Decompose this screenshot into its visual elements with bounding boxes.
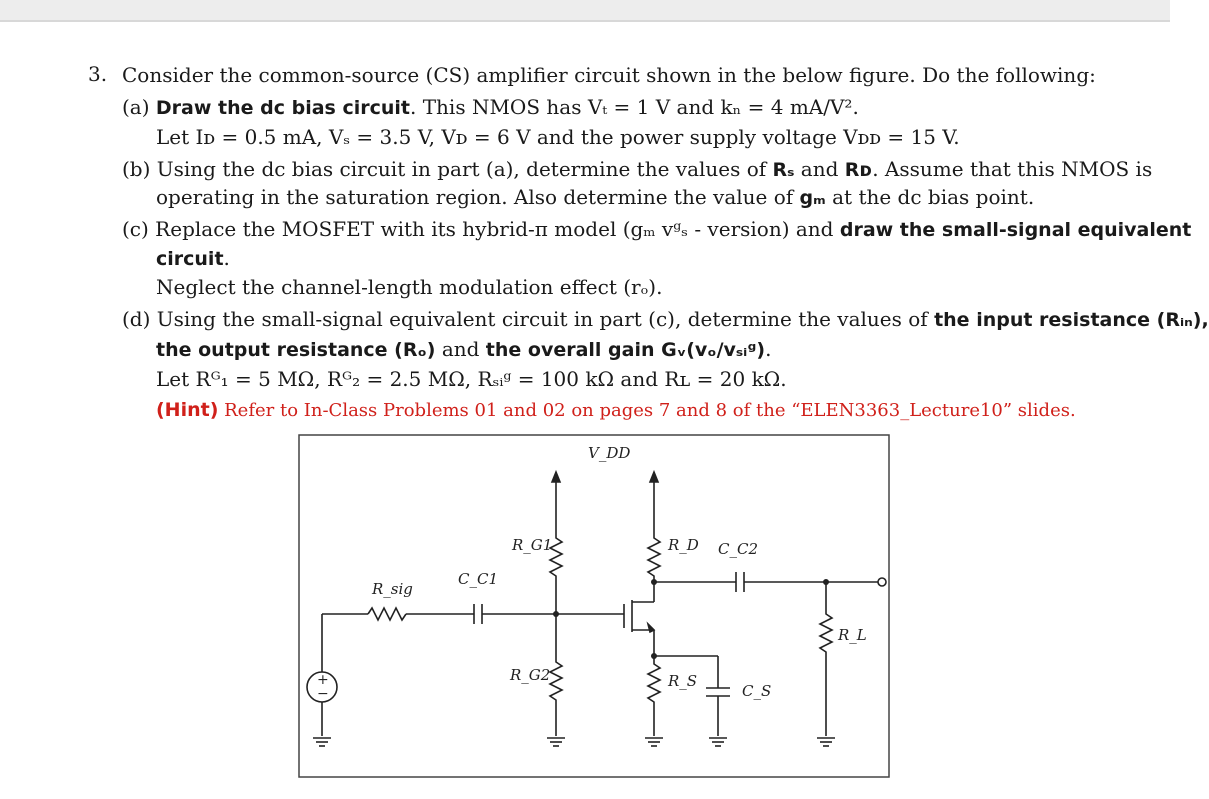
part-b-rd: Rᴅ: [844, 159, 873, 181]
problem-intro: Consider the common-source (CS) amplifier circuit shown in the below figure. Do the following:: [122, 63, 1096, 87]
vsig-minus: −: [317, 686, 329, 702]
rl-label: R_L: [838, 626, 867, 644]
rg2-label: R_G2: [510, 666, 551, 684]
part-b-and: and: [800, 157, 839, 181]
part-a-label: (a): [122, 95, 150, 119]
cc2-label: C_C2: [718, 540, 758, 558]
part-b-line2: [156, 184, 1034, 211]
rs-label: R_S: [668, 672, 698, 690]
part-d-label: (d): [122, 307, 151, 331]
cs-label: C_S: [742, 682, 772, 700]
part-b-text2: . Assume that this NMOS is: [872, 157, 1153, 181]
part-d-line1: [122, 306, 1209, 333]
part-a-line1: [122, 94, 859, 121]
part-d-line3: Let Rᴳ₁ = 5 MΩ, Rᴳ₂ = 2.5 MΩ, Rₛᵢᵍ = 100 kΩ and Rʟ = 20 kΩ.: [156, 367, 787, 391]
part-d-line2: [156, 336, 771, 363]
part-a-bold: Draw the dc bias circuit: [155, 97, 410, 119]
part-a-text: . This NMOS has Vₜ = 1 V and kₙ = 4 mA/V².: [410, 95, 859, 119]
part-b-rs: Rₛ: [772, 159, 795, 181]
part-a-line2: Let Iᴅ = 0.5 mA, Vₛ = 3.5 V, Vᴅ = 6 V and the power supply voltage Vᴅᴅ = 15 V.: [156, 125, 960, 149]
part-d-period: .: [765, 337, 772, 361]
hint-line: [156, 397, 1076, 424]
part-c-bold2: circuit: [156, 248, 224, 270]
part-d-text: Using the small-signal equivalent circuit in part (c), determine the values of: [156, 307, 928, 331]
part-b-text1: Using the dc bias circuit in part (a), determine the values of: [156, 157, 767, 181]
part-d-bold3: the overall gain Gᵥ(vₒ/vₛᵢᵍ): [485, 339, 766, 361]
part-c-line3: Neglect the channel-length modulation effect (rₒ).: [156, 275, 663, 299]
part-c-line1: [122, 216, 1191, 243]
output-terminal: [878, 578, 886, 586]
vdd-label: V_DD: [588, 444, 631, 462]
part-c-bold1: draw the small-signal equivalent: [839, 219, 1192, 241]
part-b-line2b: at the dc bias point.: [832, 185, 1035, 209]
rg1-label: R_G1: [512, 536, 553, 554]
hint-bold: (Hint): [156, 399, 219, 421]
part-b-gm: gₘ: [799, 187, 826, 209]
part-c-label: (c): [122, 217, 149, 241]
part-b-line1: [122, 156, 1152, 183]
circuit-figure: [298, 434, 890, 778]
part-c-period: .: [223, 246, 230, 270]
top-bar: [0, 0, 1170, 22]
part-d-bold2: the output resistance (Rₒ): [156, 339, 436, 361]
part-b-line2a: operating in the saturation region. Also determine the value of: [156, 185, 794, 209]
circuit-schematic: [298, 434, 890, 778]
rd-label: R_D: [668, 536, 699, 554]
hint-text: Refer to In-Class Problems 01 and 02 on pages 7 and 8 of the “ELEN3363_Lecture10” slides.: [224, 400, 1076, 421]
part-c-text: Replace the MOSFET with its hybrid-π model (gₘ vᵍₛ - version) and: [155, 217, 834, 241]
cc1-label: C_C1: [458, 570, 498, 588]
rsig-label: R_sig: [372, 580, 413, 598]
vsig-plus: +: [317, 672, 329, 688]
part-d-bold1: the input resistance (Rᵢₙ),: [934, 309, 1209, 331]
part-d-and: and: [441, 337, 480, 361]
part-c-line2: [156, 245, 230, 272]
figure-frame: [299, 435, 889, 777]
part-b-label: (b): [122, 157, 151, 181]
problem-number: 3.: [88, 62, 108, 86]
